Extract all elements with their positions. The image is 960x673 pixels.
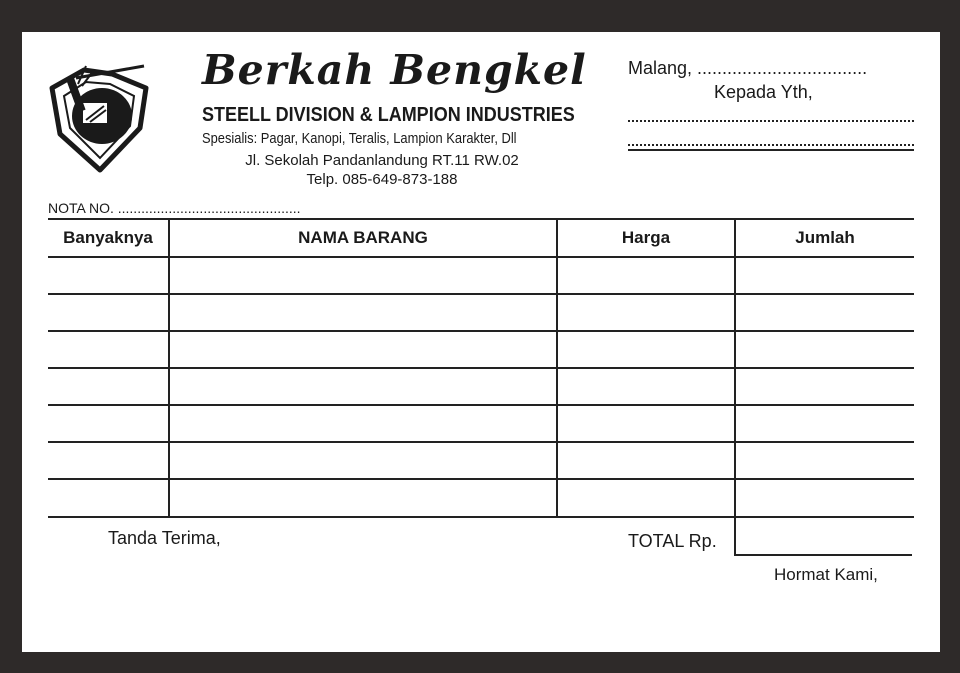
- received-by-label: Tanda Terima,: [108, 528, 221, 548]
- phone-text: Telp. 085-649-873-188: [306, 171, 458, 188]
- table-row-line: [48, 367, 914, 369]
- recipient-label: Kepada Yth,: [714, 82, 813, 102]
- division-title: STEELL DIVISION & LAMPION INDUSTRIES: [202, 104, 575, 126]
- total-amount-box: [734, 518, 912, 556]
- column-divider: [556, 218, 558, 518]
- address-text: Jl. Sekolah Pandanlandung RT.11 RW.02: [245, 152, 519, 169]
- items-table: [48, 218, 914, 518]
- city-date-label: Malang, ..................................: [628, 58, 868, 78]
- column-divider: [734, 218, 736, 518]
- column-header-price: Harga: [621, 228, 671, 247]
- table-row-line: [48, 330, 914, 332]
- table-header-border: [48, 256, 914, 258]
- column-header-amount: Jumlah: [795, 228, 855, 247]
- table-row-line: [48, 293, 914, 295]
- invoice-paper: [22, 32, 940, 652]
- recipient-line-2: [628, 144, 914, 146]
- recipient-underline: [628, 149, 914, 151]
- table-row-line: [48, 404, 914, 406]
- total-label: TOTAL Rp.: [628, 531, 717, 551]
- regards-label: Hormat Kami,: [774, 565, 878, 584]
- specialties-text: Spesialis: Pagar, Kanopi, Teralis, Lampion Karakter, Dll: [202, 130, 517, 147]
- recipient-line-1: [628, 120, 914, 122]
- table-row-line: [48, 478, 914, 480]
- brand-name: Berkah Bengkel: [202, 46, 587, 94]
- column-divider: [168, 218, 170, 518]
- nota-number-label: NOTA NO. ...............................................: [48, 200, 301, 216]
- column-header-quantity: Banyaknya: [63, 228, 153, 247]
- table-row-line: [48, 441, 914, 443]
- welding-helmet-logo-icon: [42, 48, 154, 176]
- column-header-item-name: NAMA BARANG: [298, 228, 428, 247]
- table-top-border: [48, 218, 914, 220]
